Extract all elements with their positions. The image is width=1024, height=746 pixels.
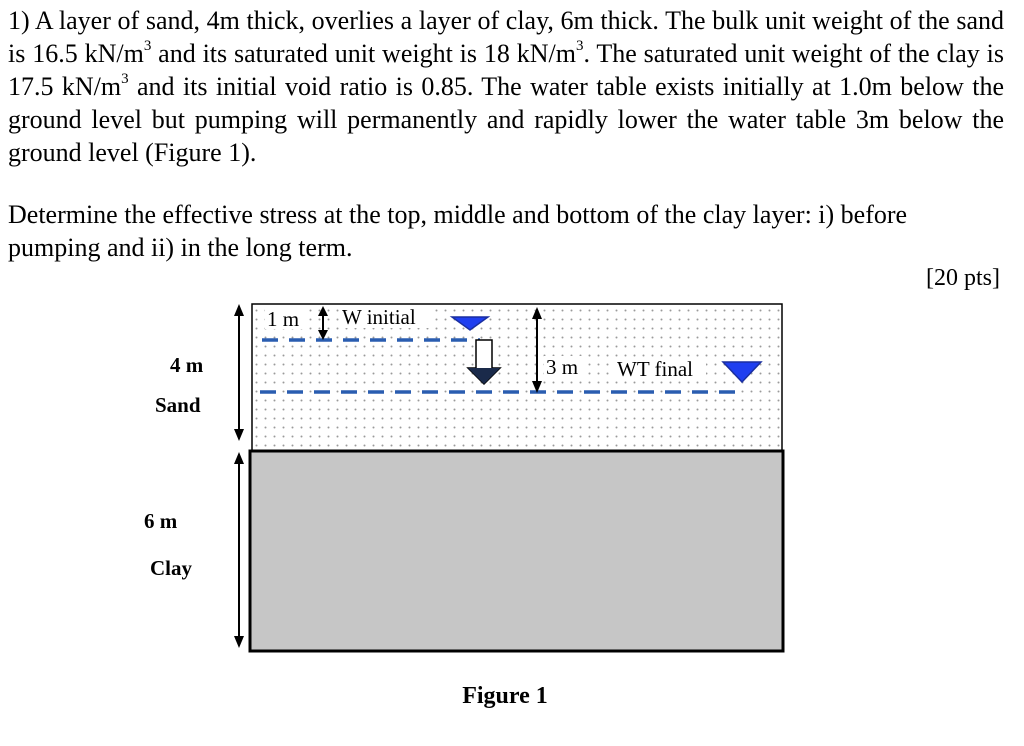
wt-final-label: WT final [617,357,694,381]
clay-layer [250,451,783,651]
figure-caption: Figure 1 [462,683,548,709]
wt-final-depth-label: 3 m [546,355,579,379]
question-text: Determine the effective stress at the top, middle and bottom of the clay layer: i) before pumping and ii) in the long term. [8,200,908,262]
problem-statement: 1) A layer of sand, 4m thick, overlies a layer of clay, 6m thick. The bulk unit weight of the sand is 16.5 $kN/m^3$ and its saturated unit weight is 18 $kN/m^3$. The saturated unit weight of the clay is 17.5 $kN/m^3$ and its initial void ratio is 0.85. The water table exists initially at 1.0m below the ground level but pumping will permanently and rapidly lower the water table 3m below the ground level (Figure 1). [8,6,1004,167]
wt-initial-depth-label: 1 m [267,307,300,331]
sand-label: Sand [155,393,201,417]
clay-thickness-arrow [234,452,244,648]
sand-thickness-label: 4 m [170,353,204,377]
sand-thickness-arrow [234,304,244,441]
problem-number: 1) [8,6,30,35]
clay-label: Clay [150,556,192,580]
wt-initial-label: W initial [342,305,416,329]
clay-thickness-label: 6 m [144,509,178,533]
points-label: [20 pts] [926,265,1000,291]
